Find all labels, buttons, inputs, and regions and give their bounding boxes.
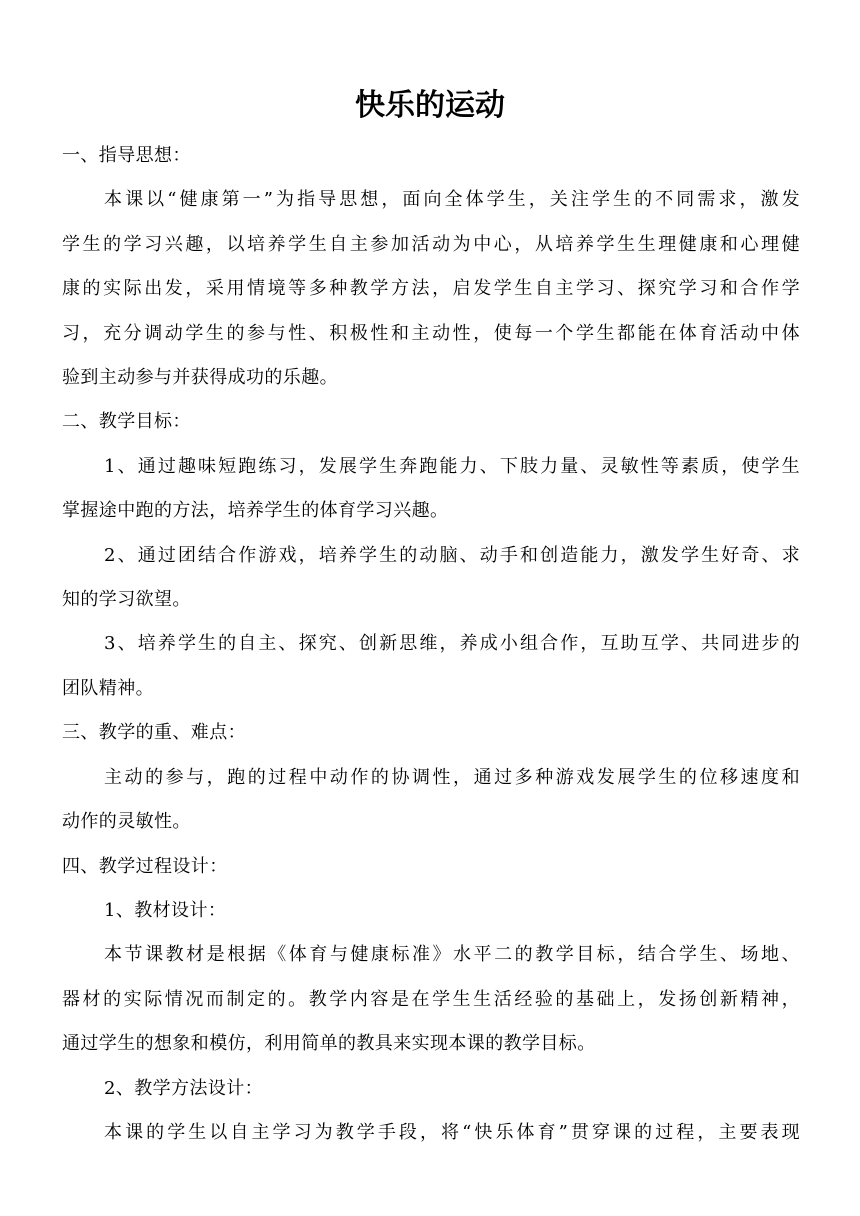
- paragraph-line: 习，充分调动学生的参与性、积极性和主动性，使每一个学生都能在体育活动中体: [62, 322, 800, 344]
- paragraph-line: 知的学习欲望。: [62, 589, 191, 611]
- section-heading: 三、教学的重、难点：: [62, 722, 246, 744]
- paragraph-line: 团队精神。: [62, 677, 154, 699]
- section-heading: 二、教学目标：: [62, 411, 191, 433]
- paragraph-line: 掌握途中跑的方法，培养学生的体育学习兴趣。: [62, 500, 449, 522]
- paragraph-line: 动作的灵敏性。: [62, 811, 191, 833]
- paragraph-line: 康的实际出发，采用情境等多种教学方法，启发学生自主学习、探究学习和合作学: [62, 278, 800, 300]
- document-body: [62, 134, 800, 1155]
- section-heading: 四、教学过程设计：: [62, 855, 228, 877]
- paragraph-line: 本节课教材是根据《体育与健康标准》水平二的教学目标，结合学生、场地、: [104, 944, 800, 966]
- paragraph-line: 通过学生的想象和模仿，利用简单的教具来实现本课的教学目标。: [62, 1033, 596, 1055]
- paragraph-line: 1、通过趣味短跑练习，发展学生奔跑能力、下肢力量、灵敏性等素质，使学生: [104, 455, 800, 477]
- paragraph-line: 主动的参与，跑的过程中动作的协调性，通过多种游戏发展学生的位移速度和: [104, 766, 800, 788]
- paragraph-line: 器材的实际情况而制定的。教学内容是在学生生活经验的基础上，发扬创新精神，: [62, 988, 800, 1010]
- paragraph-line: 2、教学方法设计：: [104, 1077, 264, 1099]
- paragraph-line: 本课以“健康第一”为指导思想，面向全体学生，关注学生的不同需求，激发: [104, 189, 800, 211]
- paragraph-line: 3、培养学生的自主、探究、创新思维，养成小组合作，互助互学、共同进步的: [104, 633, 800, 655]
- paragraph-line: 本课的学生以自主学习为教学手段，将“快乐体育”贯穿课的过程，主要表现: [104, 1121, 800, 1143]
- paragraph-line: 1、教材设计：: [104, 899, 227, 921]
- section-heading: 一、指导思想：: [62, 145, 191, 166]
- paragraph-line: 学生的学习兴趣，以培养学生自主参加活动为中心，从培养学生生理健康和心理健: [62, 233, 800, 255]
- paragraph-line: 验到主动参与并获得成功的乐趣。: [62, 367, 338, 389]
- paragraph-line: 2、通过团结合作游戏，培养学生的动脑、动手和创造能力，激发学生好奇、求: [104, 544, 800, 566]
- document-title: 快乐的运动: [355, 88, 505, 123]
